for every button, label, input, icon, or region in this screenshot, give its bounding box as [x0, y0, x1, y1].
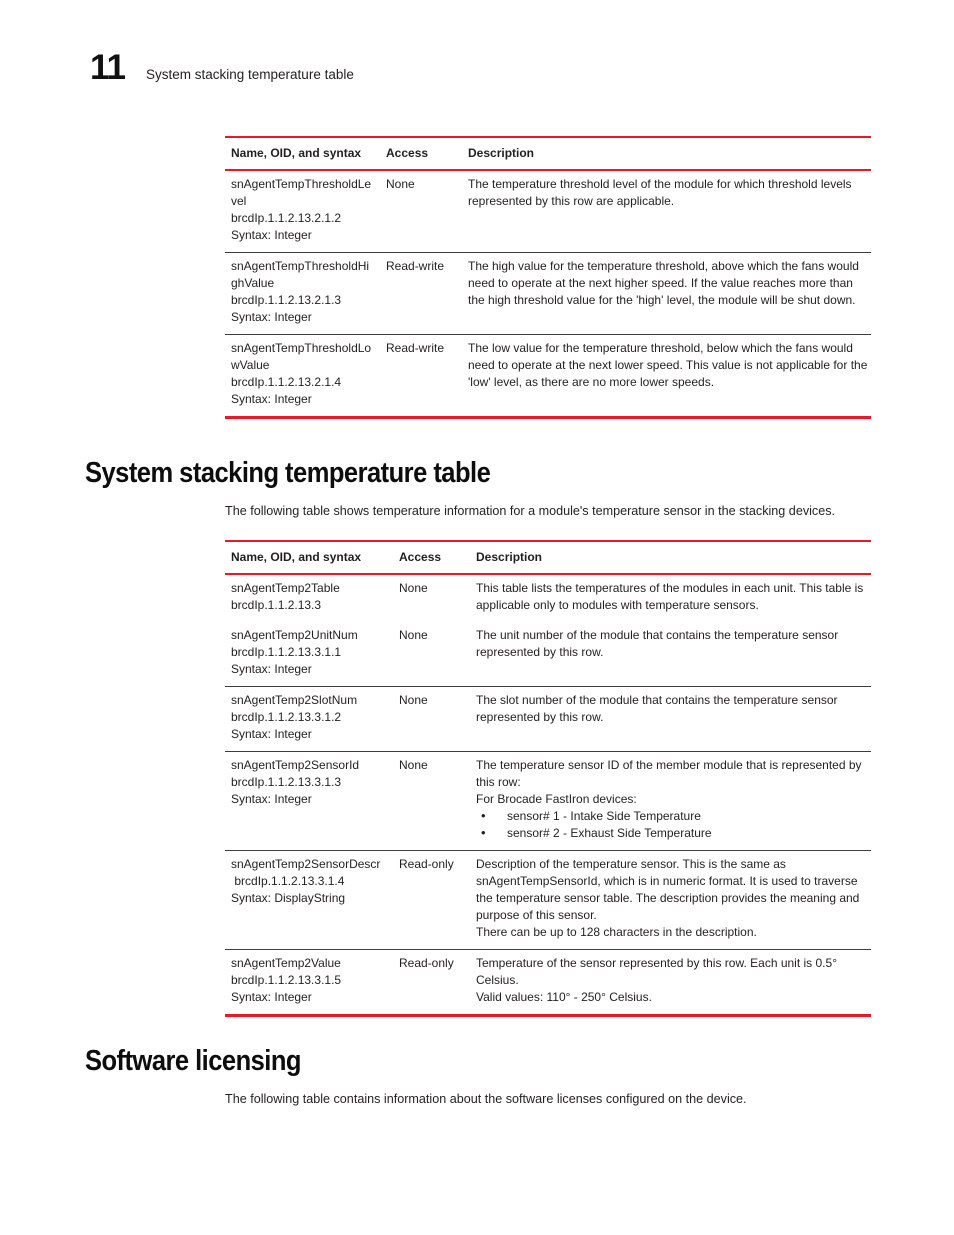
description-text: Description of the temperature sensor. This is the same as snAgentTempSensorId, which is in numeric format. It is used to traverse the temperature sensor table. The description provides the meaning and purpose of this sensor. — [476, 857, 860, 922]
object-oid: brcdIp.1.1.2.13.2.1.3 — [231, 293, 342, 307]
running-header-title: System stacking temperature table — [146, 67, 354, 82]
object-name: snAgentTemp2SensorDescr — [231, 857, 381, 871]
column-header-access: Access — [399, 550, 442, 564]
table-row — [225, 253, 871, 335]
description-text: The temperature threshold level of the module for which threshold levels represented by this row are applicable. — [468, 177, 852, 208]
description-text: The unit number of the module that contains the temperature sensor represented by this row. — [476, 628, 839, 659]
object-syntax: Syntax: DisplayString — [231, 891, 346, 905]
table-row — [225, 687, 871, 752]
table-row — [225, 575, 871, 622]
object-syntax: Syntax: Integer — [231, 310, 312, 324]
bullet-text: sensor# 1 - Intake Side Temperature — [507, 809, 701, 823]
object-oid: brcdIp.1.1.2.13.2.1.4 — [231, 375, 342, 389]
description-text: The high value for the temperature threshold, above which the fans would need to operate at the next higher speed. If the value reaches more than the high threshold value for the 'high' level, the module will be shut down. — [468, 259, 859, 307]
table-row — [225, 752, 871, 851]
column-header-name-oid-syntax: Name, OID, and syntax — [231, 146, 362, 160]
object-syntax: Syntax: Integer — [231, 662, 312, 676]
column-header-description: Description — [476, 550, 543, 564]
section-intro-paragraph: The following table shows temperature information for a module's temperature sensor in the stacking devices. — [225, 503, 836, 518]
access-value: None — [386, 177, 415, 191]
temp2-table — [225, 540, 871, 1017]
chapter-number: 11 — [90, 48, 125, 87]
description-note: There can be up to 128 characters in the description. — [476, 925, 757, 939]
table-header-row — [225, 540, 871, 575]
table-row — [225, 335, 871, 419]
object-syntax: Syntax: Integer — [231, 792, 312, 806]
page-header — [90, 48, 354, 88]
access-value: None — [399, 628, 428, 642]
description-text: This table lists the temperatures of the modules in each unit. This table is applicable only to modules with temperature sensors. — [476, 581, 864, 612]
access-value: None — [399, 758, 428, 772]
description-text: The low value for the temperature threshold, below which the fans would need to operate at the next lower speed. This value is not applicable for the 'low' level, as there are no more lower speeds. — [468, 341, 868, 389]
description-text: The slot number of the module that contains the temperature sensor represented by this row. — [476, 693, 838, 724]
bullet-icon: • — [481, 808, 486, 823]
object-name: snAgentTempThresholdHighValue — [231, 259, 370, 290]
object-oid: brcdIp.1.1.2.13.3.1.4 — [231, 874, 345, 888]
list-item — [476, 825, 869, 842]
object-oid: brcdIp.1.1.2.13.3 — [231, 598, 322, 612]
column-header-description: Description — [468, 146, 535, 160]
section-intro-paragraph: The following table contains information about the software licenses configured on the device. — [225, 1091, 747, 1106]
object-oid: brcdIp.1.1.2.13.3.1.3 — [231, 775, 342, 789]
column-header-access: Access — [386, 146, 429, 160]
table-row — [225, 950, 871, 1017]
bullet-icon: • — [481, 825, 486, 840]
object-oid: brcdIp.1.1.2.13.2.1.2 — [231, 211, 342, 225]
object-name: snAgentTemp2SlotNum — [231, 693, 358, 707]
section-heading-stacking: System stacking temperature table — [85, 457, 491, 490]
access-value: Read-only — [399, 857, 454, 871]
object-syntax: Syntax: Integer — [231, 727, 312, 741]
threshold-table — [225, 136, 871, 419]
access-value: Read-write — [386, 259, 445, 273]
table-header-row — [225, 136, 871, 171]
object-name: snAgentTemp2Table — [231, 581, 340, 595]
table-row — [225, 622, 871, 687]
access-value: Read-write — [386, 341, 445, 355]
section-heading-licensing: Software licensing — [85, 1045, 301, 1078]
object-syntax: Syntax: Integer — [231, 228, 312, 242]
object-name: snAgentTempThresholdLevel — [231, 177, 372, 208]
object-name: snAgentTemp2UnitNum — [231, 628, 358, 642]
object-oid: brcdIp.1.1.2.13.3.1.1 — [231, 645, 342, 659]
description-text: The temperature sensor ID of the member module that is represented by this row: — [476, 758, 862, 789]
description-subline: For Brocade FastIron devices: — [476, 792, 637, 806]
column-header-name-oid-syntax: Name, OID, and syntax — [231, 550, 362, 564]
access-value: None — [399, 581, 428, 595]
description-valid-values: Valid values: 110° - 250° Celsius. — [476, 990, 652, 1004]
table-row — [225, 171, 871, 253]
access-value: None — [399, 693, 428, 707]
access-value: Read-only — [399, 956, 454, 970]
object-name: snAgentTemp2Value — [231, 956, 341, 970]
description-text: Temperature of the sensor represented by this row. Each unit is 0.5° Celsius. — [476, 956, 837, 987]
object-oid: brcdIp.1.1.2.13.3.1.2 — [231, 710, 342, 724]
object-syntax: Syntax: Integer — [231, 990, 312, 1004]
object-oid: brcdIp.1.1.2.13.3.1.5 — [231, 973, 342, 987]
object-name: snAgentTempThresholdLowValue — [231, 341, 372, 372]
object-syntax: Syntax: Integer — [231, 392, 312, 406]
bullet-text: sensor# 2 - Exhaust Side Temperature — [507, 826, 712, 840]
list-item — [476, 808, 869, 825]
object-name: snAgentTemp2SensorId — [231, 758, 360, 772]
table-row — [225, 851, 871, 950]
